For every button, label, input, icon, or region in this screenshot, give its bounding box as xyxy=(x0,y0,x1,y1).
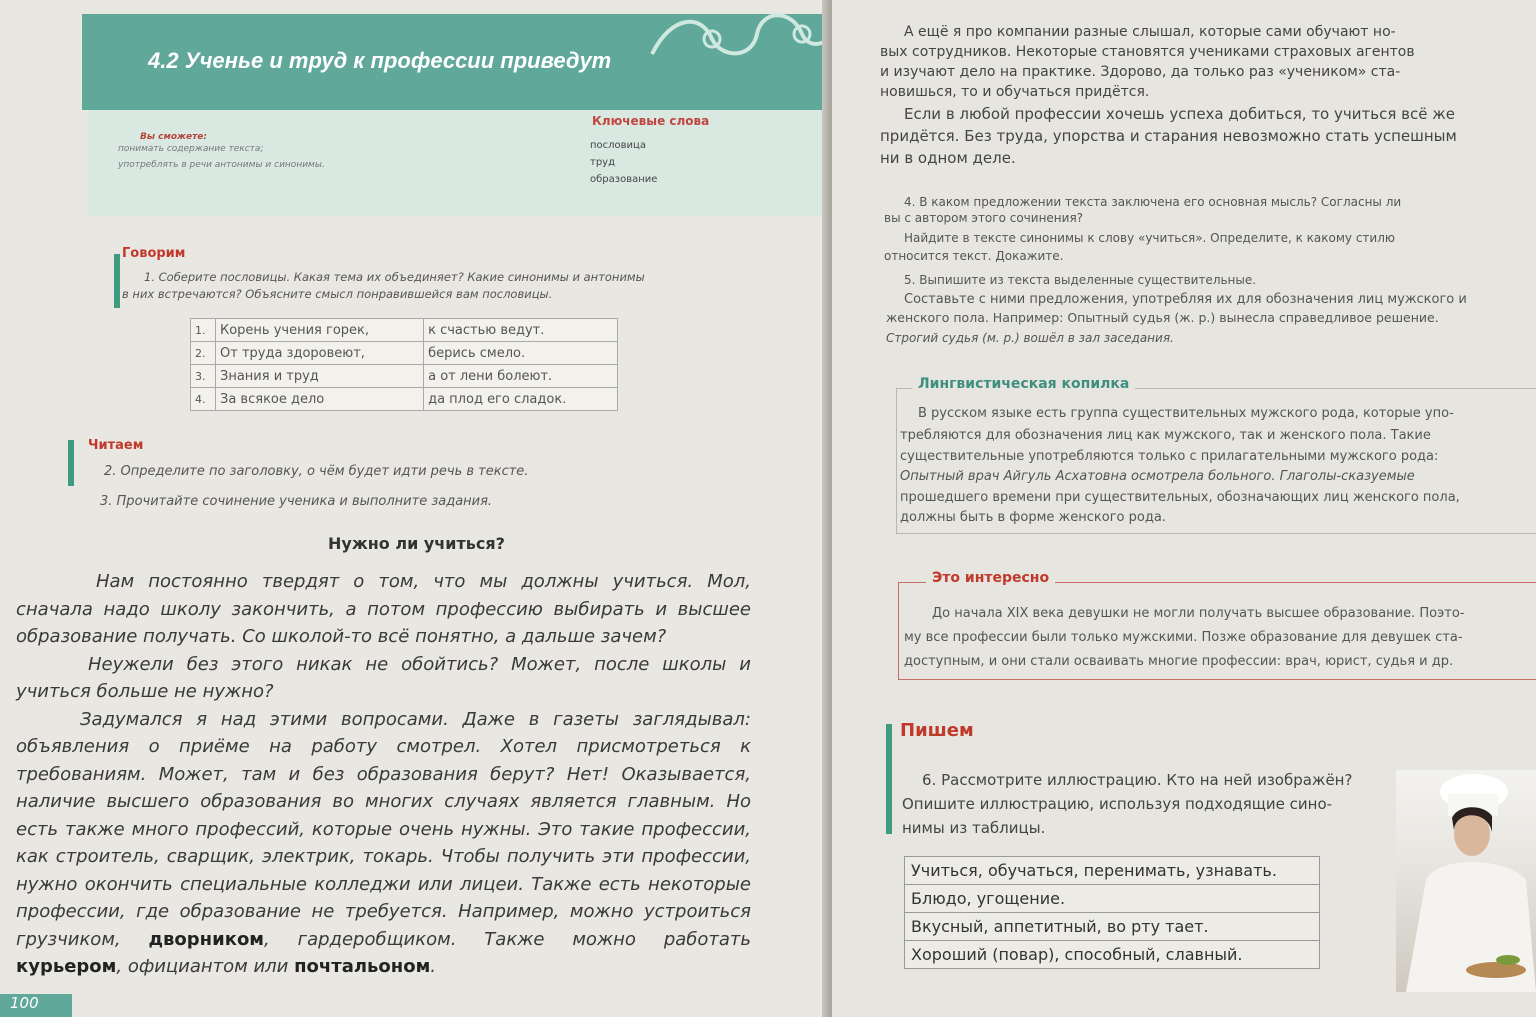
speak-heading: Говорим xyxy=(122,246,186,261)
task-6-cont: нимы из таблицы. xyxy=(902,819,1046,837)
task-3: 3. Прочитайте сочинение ученика и выполните задания. xyxy=(100,494,493,509)
essay-text-run: Задумался я над этими вопросами. Даже в газеты заглядывал: объявления о приёме на работу смотрел. Хотел присмотреться к требованиям. Может, там и без образования берут? Нет! Оказывается, наличие высшего образования во многих случаях является главным. Но есть также много профессий, которые очень нужны. Это такие профессии, как строитель, сварщик, электрик, токарь. Чтобы получить эти профессии, нужно окончить специальные колледжи или лицеи. Также есть некоторые профессии, где образование не требуется. Например, можно устроиться грузчиком, xyxy=(16,708,751,950)
table-cell: берись смело. xyxy=(424,342,618,365)
write-heading: Пишем xyxy=(900,720,974,741)
bold-word: курьером xyxy=(16,956,117,977)
chef-photo-icon xyxy=(1396,770,1536,992)
table-cell: Знания и труд xyxy=(216,365,424,388)
table-cell: За всякое дело xyxy=(216,388,424,411)
chapter-title: 4.2 Ученье и труд к профессии приведут xyxy=(148,48,612,73)
table-cell: 1. xyxy=(191,319,216,342)
text-line: му все профессии были только мужскими. Позже образование для девушек ста- xyxy=(904,630,1463,645)
task-1: 1. Соберите пословицы. Какая тема их объединяет? Какие синонимы и антонимы xyxy=(144,270,645,284)
keyword: труд xyxy=(590,157,616,168)
text-line: Опытный врач Айгуль Асхатовна осмотрела больного. Глаголы-сказуемые xyxy=(900,469,1415,484)
table-row xyxy=(905,885,1320,913)
interest-heading: Это интересно xyxy=(926,570,1055,586)
table-cell: Вкусный, аппетитный, во рту тает. xyxy=(905,913,1320,941)
synonyms-table xyxy=(904,856,1320,969)
text-line: А ещё я про компании разные слышал, которые сами обучают но- xyxy=(904,24,1396,40)
page-number: 100 xyxy=(0,994,72,1017)
text-line: ни в одном деле. xyxy=(880,149,1016,167)
table-row xyxy=(191,388,618,411)
section-bar xyxy=(114,254,120,308)
goal-item: понимать содержание текста; xyxy=(118,144,264,154)
text-line: требляются для обозначения лиц как мужского, так и женского пола. Такие xyxy=(900,428,1431,443)
table-cell: а от лени болеют. xyxy=(424,365,618,388)
table-row xyxy=(191,365,618,388)
text-line: прошедшего времени при существительных, обозначающих лиц женского пола, xyxy=(900,490,1460,505)
text-line: вых сотрудников. Некоторые становятся учениками страховых агентов xyxy=(880,44,1415,60)
table-cell: Учиться, обучаться, перенимать, узнавать. xyxy=(905,857,1320,885)
essay-paragraph: Нам постоянно твердят о том, что мы должны учиться. Мол, сначала надо школу закончить, а потом профессию выбирать и высшее образование получать. Со школой-то всё понятно, а дальше зачем? xyxy=(16,571,751,647)
text-line: придётся. Без труда, упорства и старания невозможно стать успешным xyxy=(880,127,1457,145)
table-row xyxy=(905,857,1320,885)
essay-text-run: , официантом или xyxy=(116,956,295,977)
keyword: образование xyxy=(590,174,658,185)
chef-illustration xyxy=(1396,770,1536,992)
bold-word: дворником xyxy=(148,928,265,950)
section-bar xyxy=(886,724,892,834)
essay-text-run: . xyxy=(430,956,437,977)
section-bar xyxy=(68,440,74,486)
goal-item: употреблять в речи антонимы и синонимы. xyxy=(118,160,325,170)
goals-heading: Вы сможете: xyxy=(140,132,207,142)
text-line: и изучают дело на практике. Здорово, да только раз «учеником» ста- xyxy=(880,64,1401,80)
table-cell: От труда здоровеют, xyxy=(216,342,424,365)
table-cell: 3. xyxy=(191,365,216,388)
keywords-heading: Ключевые слова xyxy=(592,114,710,128)
task-4: 4. В каком предложении текста заключена его основная мысль? Согласны ли xyxy=(904,195,1402,209)
text-line: Если в любой профессии хочешь успеха добиться, то учиться всё же xyxy=(904,105,1455,123)
task-5: 5. Выпишите из текста выделенные существительные. xyxy=(904,273,1257,287)
text-line: новишься, то и обучаться придётся. xyxy=(880,84,1150,100)
table-row xyxy=(191,342,618,365)
text-line: существительные употребляются только с прилагательными мужского рода: xyxy=(900,449,1439,464)
read-heading: Читаем xyxy=(88,438,144,453)
table-cell: 4. xyxy=(191,388,216,411)
task-4-cont: вы с автором этого сочинения? xyxy=(884,211,1084,225)
text-line: должны быть в форме женского рода. xyxy=(900,510,1166,525)
essay-paragraph xyxy=(16,706,751,981)
text-line: доступным, и они стали осваивать многие профессии: врач, юрист, судья и др. xyxy=(904,654,1454,669)
task-4-cont: относится текст. Докажите. xyxy=(884,249,1064,263)
table-row xyxy=(905,913,1320,941)
text-line: В русском языке есть группа существительных мужского рода, которые упо- xyxy=(918,406,1454,421)
table-cell: Корень учения горек, xyxy=(216,319,424,342)
task-5-cont: женского пола. Например: Опытный судья (ж. р.) вынесла справедливое решение. xyxy=(886,310,1439,325)
essay-text xyxy=(16,568,751,981)
proverbs-table xyxy=(190,318,618,411)
table-cell: к счастью ведут. xyxy=(424,319,618,342)
table-cell: да плод его сладок. xyxy=(424,388,618,411)
table-cell: Хороший (повар), способный, славный. xyxy=(905,941,1320,969)
task-6: 6. Рассмотрите иллюстрацию. Кто на ней изображён? xyxy=(922,771,1353,789)
bold-word: почтальоном xyxy=(294,956,431,977)
keyword: пословица xyxy=(590,140,646,151)
task-1-cont: в них встречаются? Объясните смысл понравившейся вам пословицы. xyxy=(122,287,553,301)
table-row xyxy=(905,941,1320,969)
table-cell: Блюдо, угощение. xyxy=(905,885,1320,913)
task-2: 2. Определите по заголовку, о чём будет идти речь в тексте. xyxy=(104,464,529,479)
task-5-cont: Составьте с ними предложения, употребляя их для обозначения лиц мужского и xyxy=(904,292,1467,307)
essay-paragraph: Неужели без этого никак не обойтись? Может, после школы и учиться больше не нужно? xyxy=(16,653,751,702)
task-6-cont: Опишите иллюстрацию, используя подходящие сино- xyxy=(902,795,1333,813)
text-line: До начала XIX века девушки не могли получать высшее образование. Поэто- xyxy=(932,606,1465,621)
essay-title: Нужно ли учиться? xyxy=(328,534,505,553)
task-4-cont: Найдите в тексте синонимы к слову «учиться». Определите, к какому стилю xyxy=(904,231,1395,245)
linguistic-heading: Лингвистическая копилка xyxy=(912,376,1135,392)
task-5-cont: Строгий судья (м. р.) вошёл в зал заседания. xyxy=(886,331,1174,345)
table-cell: 2. xyxy=(191,342,216,365)
table-row xyxy=(191,319,618,342)
essay-text-run: , гардеробщиком. Также можно работать xyxy=(264,928,751,950)
